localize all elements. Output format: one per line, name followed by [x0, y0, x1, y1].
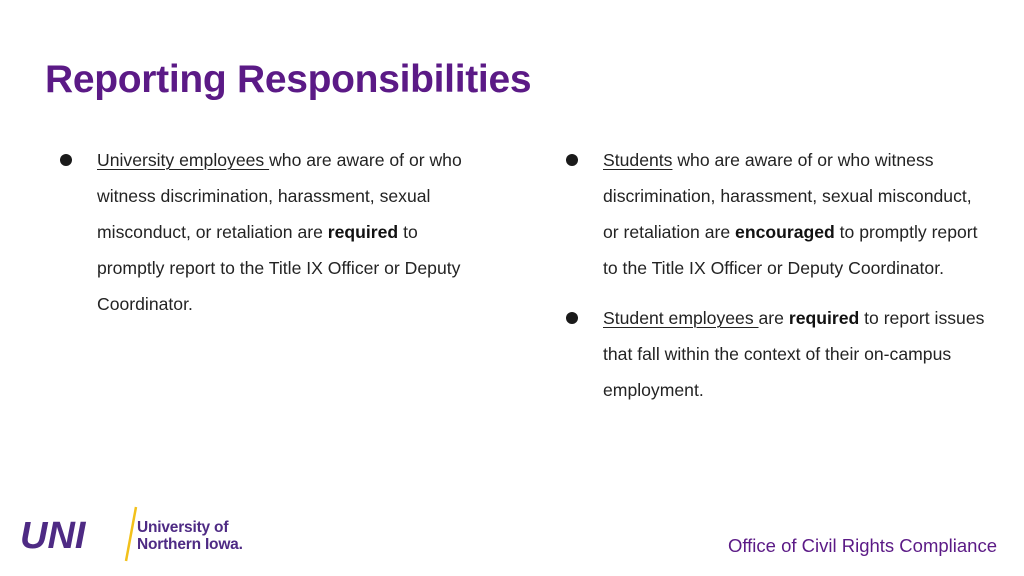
university-employees-link[interactable]: University employees — [97, 150, 270, 170]
bullet-dot-icon — [566, 312, 578, 324]
footer-office: Office of Civil Rights Compliance — [727, 535, 997, 556]
bullet-text — [603, 300, 986, 408]
bullet-students — [566, 142, 986, 286]
required-emphasis: required — [327, 222, 399, 242]
bullet-student-employees — [566, 300, 986, 408]
logo-line1: University of — [137, 519, 229, 536]
bullet-text-part: who are aware of or who witness discrimination, harassment, sexual misconduct, or retaliation are — [603, 150, 972, 242]
bullet-university-employees — [60, 142, 480, 322]
students-link[interactable]: Students — [603, 150, 673, 170]
uni-mark-text: UNI — [20, 515, 86, 555]
uni-logo — [20, 505, 260, 565]
bullet-text — [97, 142, 480, 322]
bullet-text-part: to promptly report to the Title IX Officer or Deputy Coordinator. — [97, 222, 461, 314]
bullet-text — [603, 142, 986, 286]
logo-line2: Northern Iowa. — [137, 536, 243, 553]
required-emphasis: required — [788, 308, 860, 328]
logo-wordmark — [137, 519, 243, 553]
encouraged-emphasis: encouraged — [735, 222, 835, 242]
bullet-dot-icon — [566, 154, 578, 166]
bullet-text-part: who are aware of or who witness discrimination, harassment, sexual misconduct, or retaliation are — [97, 150, 462, 242]
uni-logo-mark — [20, 515, 120, 555]
bullet-text-part: are — [758, 308, 789, 328]
student-employees-link[interactable]: Student employees — [603, 308, 759, 328]
bullet-dot-icon — [60, 154, 72, 166]
left-column — [60, 142, 480, 322]
bullet-text-part: to promptly report to the Title IX Officer or Deputy Coordinator. — [603, 222, 978, 278]
slide-title: Reporting Responsibilities — [45, 58, 532, 101]
bullet-text-part: to report issues that fall within the context of their on-campus employment. — [603, 308, 985, 400]
right-column — [566, 142, 986, 408]
gold-slash-icon — [124, 505, 138, 563]
